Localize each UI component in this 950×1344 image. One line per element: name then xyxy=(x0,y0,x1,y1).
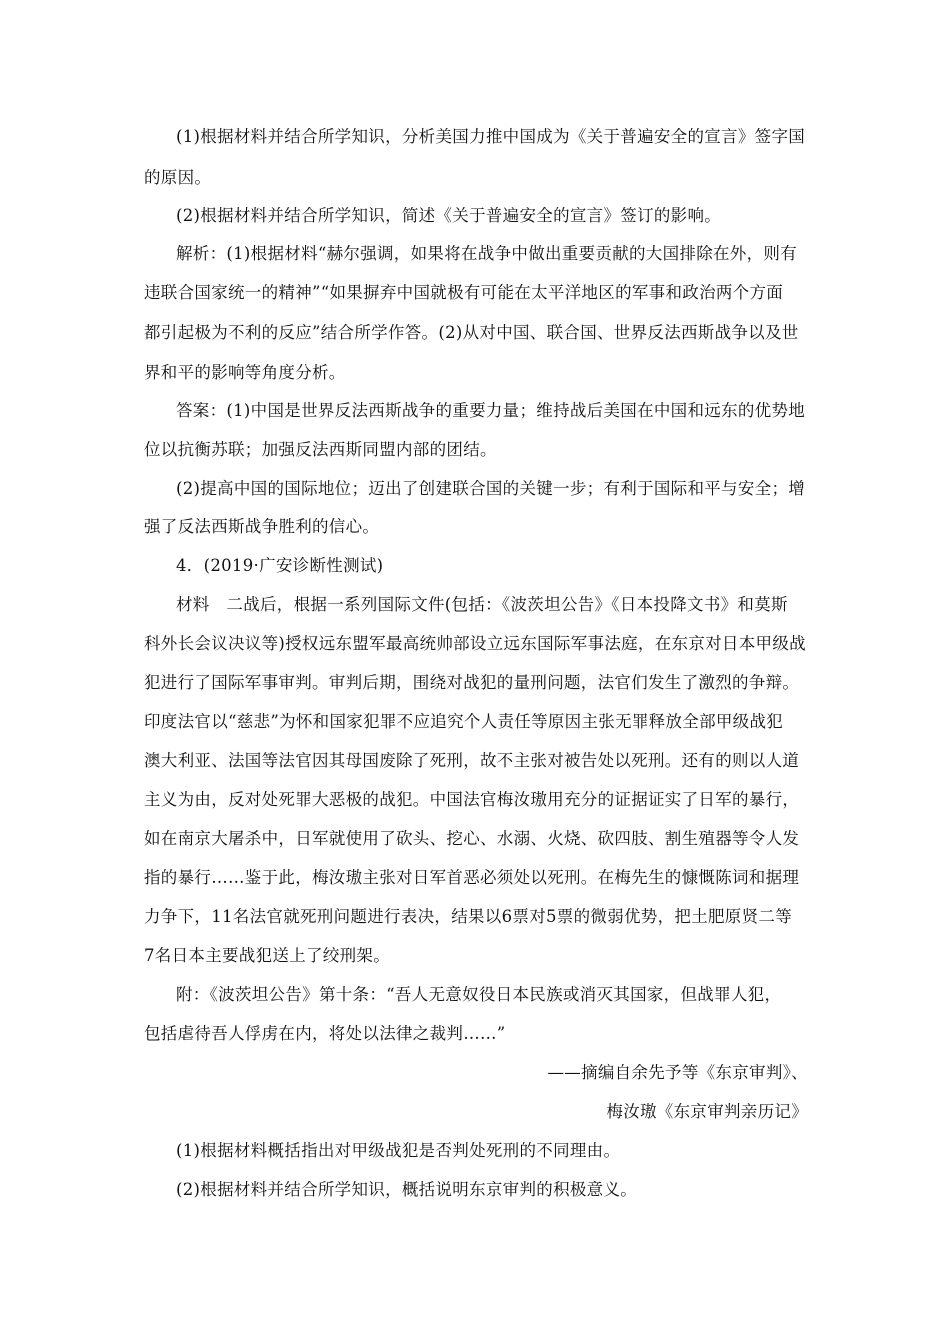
answer-line-3: (2)提高中国的国际地位；迈出了创建联合国的关键一步；有利于国际和平与安全；增 xyxy=(176,479,806,498)
analysis-line-4: 界和平的影响等角度分析。 xyxy=(144,363,346,382)
material-line-6: 主义为由，反对处死罪大恶极的战犯。中国法官梅汝璈用充分的证据证实了日军的暴行， xyxy=(144,790,800,809)
question-1-line-2: 的原因。 xyxy=(144,168,212,187)
material-line-10: 7名日本主要战犯送上了绞刑架。 xyxy=(144,946,390,965)
question-2: (2)根据材料并结合所学知识，简述《关于普遍安全的宣言》签订的影响。 xyxy=(176,206,722,225)
answer-line-1: 答案：(1)中国是世界反法西斯战争的重要力量；维持战后美国在中国和远东的优势地 xyxy=(176,401,806,420)
appendix-line-2: 包括虐待吾人俘虏在内，将处以法律之裁判……” xyxy=(144,1024,506,1043)
material-line-2: 科外长会议决议等)授权远东盟军最高统帅部设立远东国际军事法庭，在东京对日本甲级战 xyxy=(144,634,806,653)
source-line-2: 梅汝璈《东京审判亲历记》 xyxy=(606,1102,808,1121)
analysis-line-1: 解析：(1)根据材料“赫尔强调，如果将在战争中做出重要贡献的大国排除在外，则有 xyxy=(176,244,798,263)
analysis-line-2: 违联合国家统一的精神”“如果摒弃中国就极有可能在太平洋地区的军事和政治两个方面 xyxy=(144,283,784,302)
material-line-5: 澳大利亚、法国等法官因其母国废除了死刑，故不主张对被告处以死刑。还有的则以人道 xyxy=(144,751,800,770)
appendix-line-1: 附：《波茨坦公告》第十条：“吾人无意奴役日本民族或消灭其国家，但战罪人犯， xyxy=(176,985,782,1004)
material-line-4: 印度法官以“慈悲”为怀和国家犯罪不应追究个人责任等原因主张无罪释放全部甲级战犯 xyxy=(144,712,784,731)
source-line-1: ——摘编自余先予等《东京审判》、 xyxy=(547,1063,808,1082)
answer-line-4: 强了反法西斯战争胜利的信心。 xyxy=(144,517,380,536)
analysis-line-3: 都引起极为不利的反应”结合所学作答。(2)从对中国、联合国、世界反法西斯战争以及世 xyxy=(144,323,799,342)
question-4-heading: 4．(2019·广安诊断性测试) xyxy=(176,556,384,575)
material-line-9: 力争下，11名法官就死刑问题进行表决，结果以6票对5票的微弱优势，把土肥原贤二等 xyxy=(144,907,792,926)
sub-question-1: (1)根据材料概括指出对甲级战犯是否判处死刑的不同理由。 xyxy=(176,1141,621,1160)
answer-line-2: 位以抗衡苏联；加强反法西斯同盟内部的团结。 xyxy=(144,440,497,459)
material-line-3: 犯进行了国际军事审判。审判后期，围绕对战犯的量刑问题，法官们发生了激烈的争辩。 xyxy=(144,673,800,692)
material-line-7: 如在南京大屠杀中，日军就使用了砍头、挖心、水溺、火烧、砍四肢、割生殖器等令人发 xyxy=(144,829,800,848)
material-line-1: 材料 二战后，根据一系列国际文件(包括：《波茨坦公告》《日本投降文书》和莫斯 xyxy=(176,595,788,614)
sub-question-2: (2)根据材料并结合所学知识，概括说明东京审判的积极意义。 xyxy=(176,1180,638,1199)
material-line-8: 指的暴行……鉴于此，梅汝璈主张对日军首恶必须处以死刑。在梅先生的慷慨陈词和据理 xyxy=(144,868,800,887)
question-1-line-1: (1)根据材料并结合所学知识，分析美国力推中国成为《关于普遍安全的宣言》签字国 xyxy=(176,127,806,146)
